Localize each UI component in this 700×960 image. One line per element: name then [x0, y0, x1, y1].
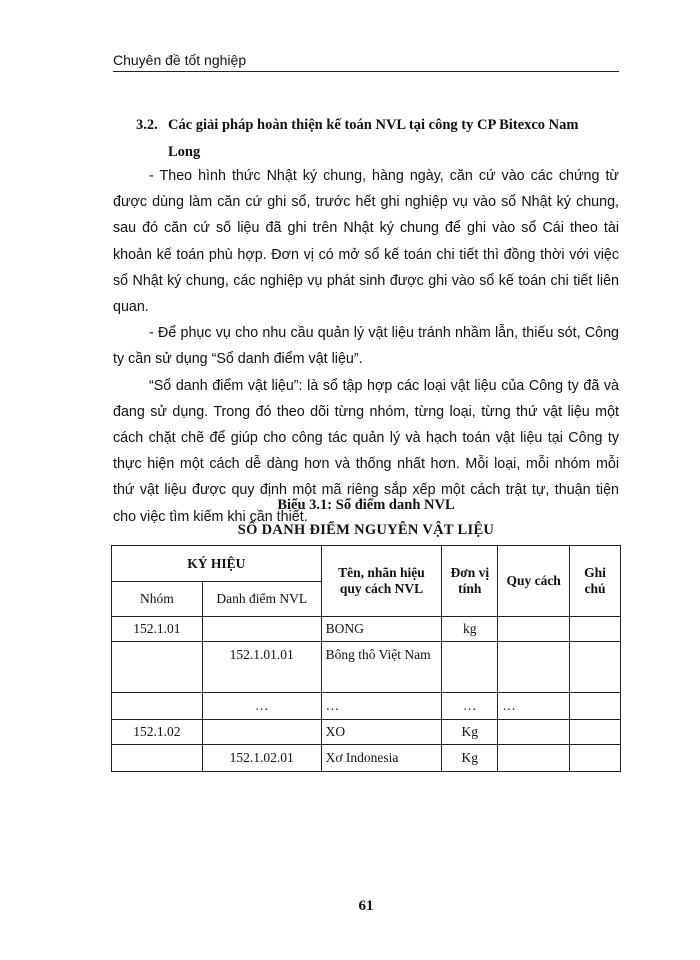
- cell-danh-diem: 152.1.02.01: [202, 745, 321, 772]
- header-nhom: Nhóm: [112, 582, 203, 617]
- cell-ghi-chu: [570, 745, 621, 772]
- cell-ten: …: [321, 693, 442, 720]
- cell-don-vi: kg: [442, 617, 498, 642]
- cell-quy-cach: [498, 745, 570, 772]
- material-catalog-table: [111, 545, 621, 772]
- table-row: [112, 720, 621, 745]
- cell-ten: BONG: [321, 617, 442, 642]
- cell-ghi-chu: [570, 642, 621, 693]
- cell-ten: Bông thô Việt Nam: [321, 642, 442, 693]
- table-row: [112, 642, 621, 693]
- cell-quy-cach: [498, 617, 570, 642]
- cell-ten: XO: [321, 720, 442, 745]
- cell-danh-diem: …: [202, 693, 321, 720]
- cell-don-vi: …: [442, 693, 498, 720]
- cell-danh-diem: [202, 617, 321, 642]
- cell-danh-diem: [202, 720, 321, 745]
- section-heading: [136, 112, 620, 166]
- cell-ghi-chu: [570, 693, 621, 720]
- cell-quy-cach: …: [498, 693, 570, 720]
- header-ky-hieu: KÝ HIỆU: [112, 546, 322, 582]
- table-title: SỔ DANH ĐIỂM NGUYÊN VẬT LIỆU: [237, 522, 495, 538]
- cell-nhom: [112, 745, 203, 772]
- paragraph-journal: - Theo hình thức Nhật ký chung, hàng ngày, căn cứ vào các chứng từ được dùng làm căn cứ ghi sổ, trước hết ghi nghiệp vụ vào sổ Nhật ký chung, sau đó căn cứ số liệu đã ghi trên Nhật ký chung để ghi vào sổ Cái theo tài khoản kế toán phù hợp. Đơn vị có mở sổ kế toán chi tiết thì đồng thời với việc sổ Nhật ký chung, các nghiệp vụ phát sinh được ghi vào sổ kế toán chi tiết liên quan.: [113, 168, 619, 316]
- cell-nhom: [112, 642, 203, 693]
- paragraph-purpose: - Để phục vụ cho nhu cầu quản lý vật liệu tránh nhầm lẫn, thiếu sót, Công ty cần sử dụng “Sổ danh điểm vật liệu”.: [113, 325, 619, 368]
- cell-ten: Xơ Indonesia: [321, 745, 442, 772]
- header-ten: Tên, nhãn hiệu quy cách NVL: [321, 546, 442, 617]
- cell-ghi-chu: [570, 617, 621, 642]
- paragraph-definition: “Sổ danh điểm vật liệu”: là sổ tập hợp các loại vật liệu của Công ty đã và đang sử dụng. Trong đó theo dõi từng nhóm, từng loại, từng thứ vật liệu một cách chặt chẽ để giúp cho công tác quản lý và hạch toán vật liệu tại Công ty thực hiện một cách dễ dàng hơn và thống nhất hơn. Mỗi loại, mỗi nhóm mỗi thứ vật liệu được quy định một mã riêng sắp xếp một cách trật tự, thuận tiện cho việc tìm kiếm khi cần thiết.: [113, 377, 619, 525]
- table-header-row: [112, 546, 621, 582]
- table-caption: Biểu 3.1: Sổ điểm danh NVL: [277, 497, 455, 513]
- section-title-line2: Long: [168, 144, 201, 160]
- cell-ghi-chu: [570, 720, 621, 745]
- cell-nhom: [112, 693, 203, 720]
- cell-quy-cach: [498, 642, 570, 693]
- header-quy-cach: Quy cách: [498, 546, 570, 617]
- section-number: 3.2.: [136, 117, 158, 133]
- cell-don-vi: [442, 642, 498, 693]
- page-header: Chuyên đề tốt nghiệp: [113, 52, 619, 72]
- cell-danh-diem: 152.1.01.01: [202, 642, 321, 693]
- cell-nhom: 152.1.01: [112, 617, 203, 642]
- section-title-line1: Các giải pháp hoàn thiện kế toán NVL tại công ty CP Bitexco Nam: [168, 117, 579, 133]
- header-ghi-chu: Ghi chú: [570, 546, 621, 617]
- table-row: [112, 617, 621, 642]
- cell-don-vi: Kg: [442, 720, 498, 745]
- body-text: [113, 163, 619, 530]
- table-row: [112, 745, 621, 772]
- header-don-vi: Đơn vị tính: [442, 546, 498, 617]
- page-number: 61: [358, 898, 374, 914]
- cell-nhom: 152.1.02: [112, 720, 203, 745]
- table-row: [112, 693, 621, 720]
- header-danh-diem: Danh điểm NVL: [202, 582, 321, 617]
- cell-quy-cach: [498, 720, 570, 745]
- cell-don-vi: Kg: [442, 745, 498, 772]
